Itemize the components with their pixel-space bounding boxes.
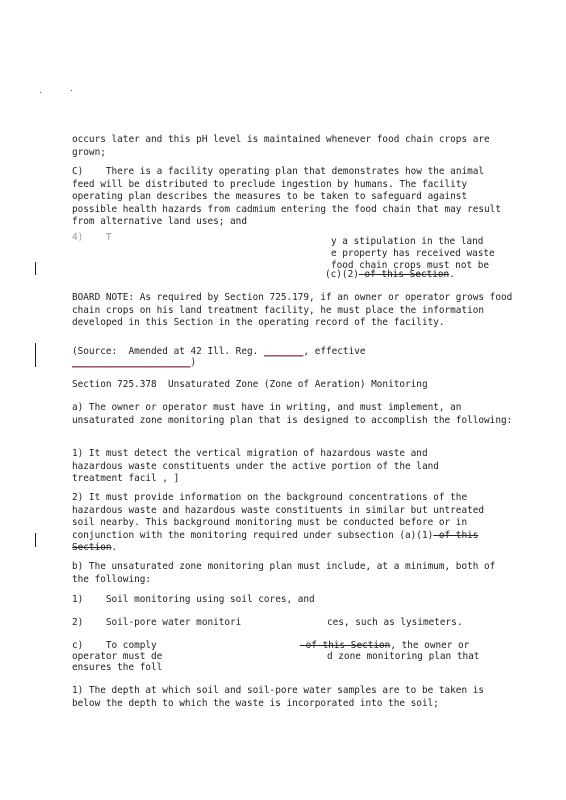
paragraph-c-text: There is a facility operating plan that demonstrates how the animal feed will be distributed to preclude ingestion by humans. The facility operating plan describes the measures to be taken to safeguard against possible health hazards from cadmium entering the food chain that may result from alternative land uses; and (72, 166, 501, 227)
source-effective: , effective (303, 346, 366, 357)
subsection-a2-text: 2) It must provide information on the background concentrations of the hazardous waste and hazardous waste constituents in similar but untreated soil nearby. This background monitoring must be conducted before or in conjunction with the monitoring required under subsection (a)(1) (72, 492, 485, 541)
subsection-b2-left: 2) Soil-pore water monitori (72, 617, 242, 628)
scan-speck (40, 92, 41, 93)
board-note: BOARD NOTE: As required by Section 725.179, if an owner or operator grows food chain crops on his land treatment facility, he must place the information developed in this Section in the operating record of the facility. (72, 292, 513, 328)
paragraph-d-lead: 4) T (72, 232, 112, 243)
struck-text: of this Section (358, 269, 450, 280)
subsection-a: a) The owner or operator must have in writing, and must implement, an unsaturated zone monitoring plan that is designed to accomplish the following: (72, 402, 513, 426)
change-bar (35, 262, 36, 275)
section-heading: Section 725.378 Unsaturated Zone (Zone of Aeration) Monitoring (72, 379, 428, 390)
period: . (111, 542, 118, 553)
subsection-a2 (72, 492, 504, 555)
paragraph-continuation: occurs later and this pH level is maintained whenever food chain crops are grown; (72, 134, 490, 158)
subsection-b1: 1) Soil monitoring using soil cores, and (72, 594, 315, 605)
subsection-b: b) The unsaturated zone monitoring plan must include, at a minimum, both of the following: (72, 561, 496, 585)
change-bar (35, 533, 36, 547)
source-blank: _______ (263, 346, 304, 357)
subsection-a1: 1) It must detect the vertical migration of hazardous waste and hazardous waste constituents under the active portion of the land treatment facil , ] (72, 448, 439, 484)
subsection-b2-right: ces, such as lysimeters. (327, 617, 463, 628)
scan-speck (71, 90, 72, 91)
paragraph-d-line2: e property has received waste (331, 248, 495, 259)
source-date-blank: _____________________ (72, 357, 191, 368)
subsection-c-line2-left: operator must de (72, 651, 163, 662)
change-bar (35, 343, 36, 367)
subsection-ref: (c)(2) (325, 269, 359, 280)
struck-text: of this Section (72, 529, 479, 553)
paragraph-d-line3: food chain crops must not be (331, 260, 490, 271)
paragraph-c (72, 166, 510, 229)
subsection-c1: 1) The depth at which soil and soil-pore water samples are to be taken is below the depth to which the waste is incorporated into the soil; (72, 685, 485, 709)
paragraph-d-line4 (325, 269, 455, 282)
period: . (449, 269, 455, 280)
paragraph-c-label: C) (72, 166, 84, 177)
subsection-c-line2-right: d zone monitoring plan that (327, 651, 480, 662)
struck-text: of this Section (300, 640, 391, 651)
source-close: ) (190, 357, 197, 368)
source-prefix: (Source: Amended at 42 Ill. Reg. (72, 346, 264, 357)
paragraph-d-line1: y a stipulation in the land (331, 236, 484, 247)
source-note-line2 (72, 357, 196, 370)
subsection-c-owner: , the owner or (390, 640, 470, 651)
subsection-c-line3-left: ensures the foll (72, 662, 163, 673)
subsection-c-line1-left: c) To comply (72, 640, 157, 651)
